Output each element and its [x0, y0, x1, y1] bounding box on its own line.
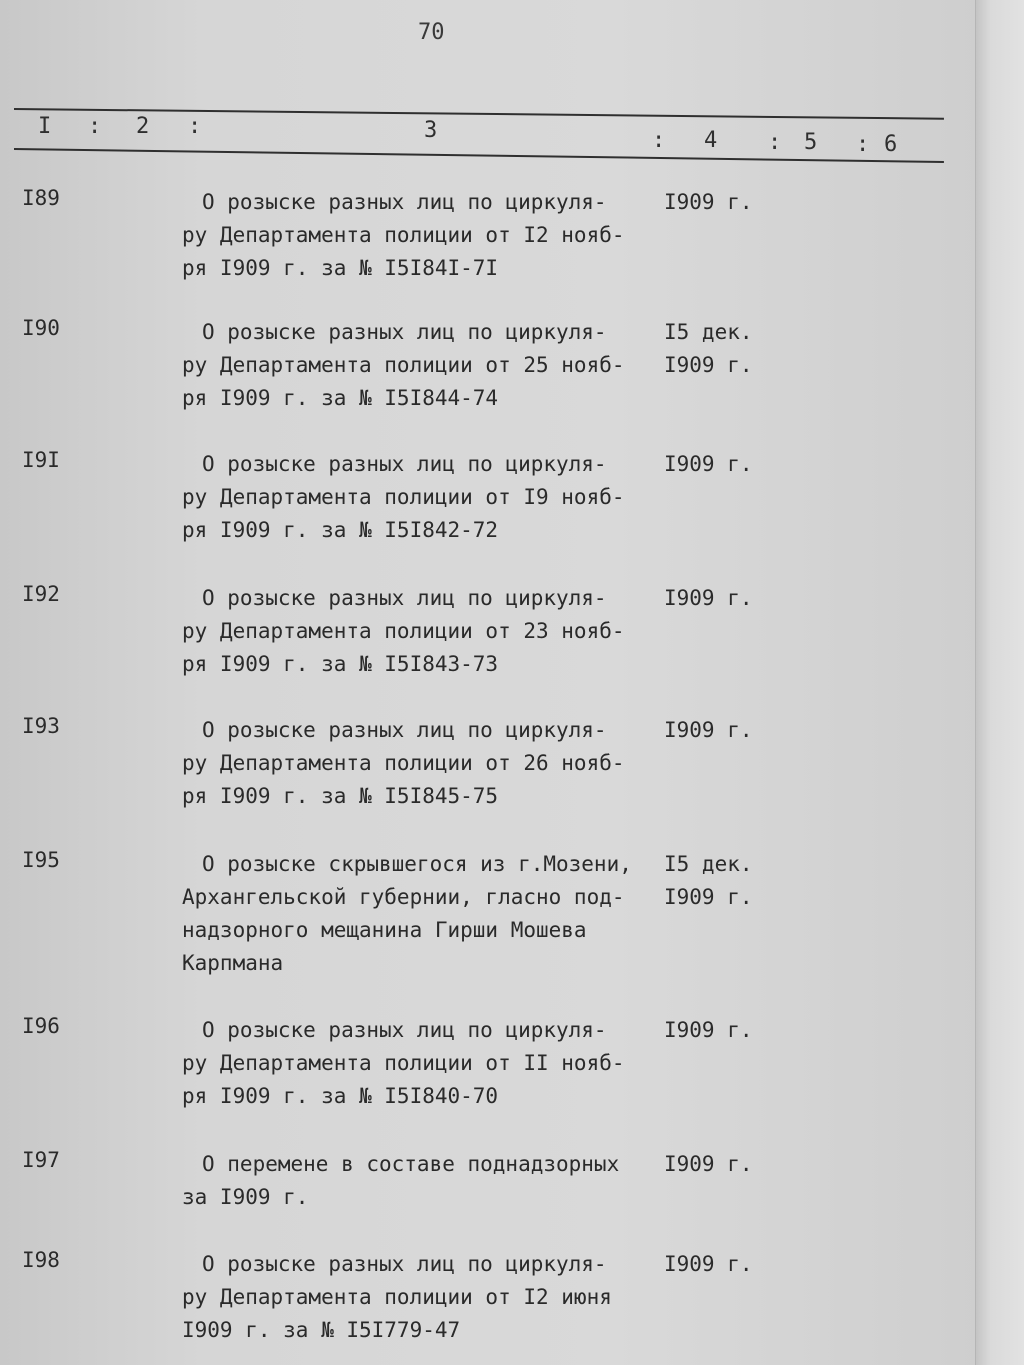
date-line: I909 г.: [664, 452, 753, 476]
entry-number: I96: [22, 1014, 60, 1038]
column-header-3: 3: [424, 118, 438, 143]
date-line: I909 г.: [664, 718, 753, 742]
entry-date: [664, 448, 753, 481]
date-line: I909 г.: [664, 1018, 753, 1042]
description-line: Карпмана: [182, 951, 284, 975]
description-line: ря I909 г. за № I5I84I-7I: [182, 256, 499, 280]
description-line: ру Департамента полиции от 25 нояб-: [182, 353, 625, 377]
description-line: ру Департамента полиции от I9 нояб-: [182, 485, 625, 509]
entry-description: [182, 848, 662, 980]
description-line: О розыске разных лиц по циркуля-: [202, 452, 607, 476]
header-rule-top: [14, 108, 944, 120]
column-header-4: 4: [704, 128, 718, 153]
date-line: I909 г.: [664, 1252, 753, 1276]
description-line: О розыске разных лиц по циркуля-: [202, 718, 607, 742]
entry-number: I95: [22, 848, 60, 872]
description-line: О перемене в составе поднадзорных: [202, 1152, 620, 1176]
date-line: I909 г.: [664, 586, 753, 610]
description-line: ря I909 г. за № I5I843-73: [182, 652, 499, 676]
entry-number: I93: [22, 714, 60, 738]
entry-number: I92: [22, 582, 60, 606]
description-line: О розыске разных лиц по циркуля-: [202, 1252, 607, 1276]
entry-date: [664, 1248, 753, 1281]
entry-number: I97: [22, 1148, 60, 1172]
entry-description: [182, 582, 662, 681]
entry-description: [182, 1014, 662, 1113]
column-separator: :: [188, 114, 202, 139]
page-edge: [975, 0, 1024, 1365]
column-header-1: I: [38, 114, 52, 139]
description-line: ру Департамента полиции от II нояб-: [182, 1051, 625, 1075]
description-line: О розыске скрывшегося из г.Мозени,: [202, 852, 632, 876]
entry-date: [664, 582, 753, 615]
entry-date: [664, 848, 753, 914]
description-line: О розыске разных лиц по циркуля-: [202, 1018, 607, 1042]
date-line: I5 дек.: [664, 320, 753, 344]
description-line: О розыске разных лиц по циркуля-: [202, 190, 607, 214]
column-separator: :: [652, 128, 666, 153]
entry-date: [664, 714, 753, 747]
entry-description: [182, 316, 662, 415]
description-line: Архангельской губернии, гласно под-: [182, 885, 625, 909]
entry-date: [664, 316, 753, 382]
description-line: ря I909 г. за № I5I844-74: [182, 386, 499, 410]
entry-date: [664, 1148, 753, 1181]
entry-description: [182, 1248, 662, 1347]
description-line: ру Департамента полиции от 23 нояб-: [182, 619, 625, 643]
date-line: I5 дек.: [664, 852, 753, 876]
column-separator: :: [88, 114, 102, 139]
entry-description: [182, 1148, 662, 1214]
description-line: за I909 г.: [182, 1185, 309, 1209]
description-line: О розыске разных лиц по циркуля-: [202, 320, 607, 344]
date-line: I909 г.: [664, 190, 753, 214]
entry-number: I89: [22, 186, 60, 210]
description-line: ру Департамента полиции от 26 нояб-: [182, 751, 625, 775]
description-line: надзорного мещанина Гирши Мошева: [182, 918, 587, 942]
column-header-6: 6: [884, 132, 898, 157]
date-line: I909 г.: [664, 353, 753, 377]
description-line: ря I909 г. за № I5I845-75: [182, 784, 499, 808]
description-line: О розыске разных лиц по циркуля-: [202, 586, 607, 610]
page-number: 70: [418, 20, 445, 45]
entry-description: [182, 448, 662, 547]
date-line: I909 г.: [664, 885, 753, 909]
column-separator: :: [768, 130, 782, 155]
description-line: ру Департамента полиции от I2 нояб-: [182, 223, 625, 247]
description-line: ря I909 г. за № I5I842-72: [182, 518, 499, 542]
entry-date: [664, 186, 753, 219]
description-line: ря I909 г. за № I5I840-70: [182, 1084, 499, 1108]
description-line: ру Департамента полиции от I2 июня: [182, 1285, 612, 1309]
entry-description: [182, 186, 662, 285]
entry-date: [664, 1014, 753, 1047]
description-line: I909 г. за № I5I779-47: [182, 1318, 461, 1342]
entry-number: I98: [22, 1248, 60, 1272]
entry-number: I90: [22, 316, 60, 340]
entry-number: I9I: [22, 448, 60, 472]
date-line: I909 г.: [664, 1152, 753, 1176]
column-header-2: 2: [136, 114, 150, 139]
column-separator: :: [856, 132, 870, 157]
entry-description: [182, 714, 662, 813]
column-header-5: 5: [804, 130, 818, 155]
